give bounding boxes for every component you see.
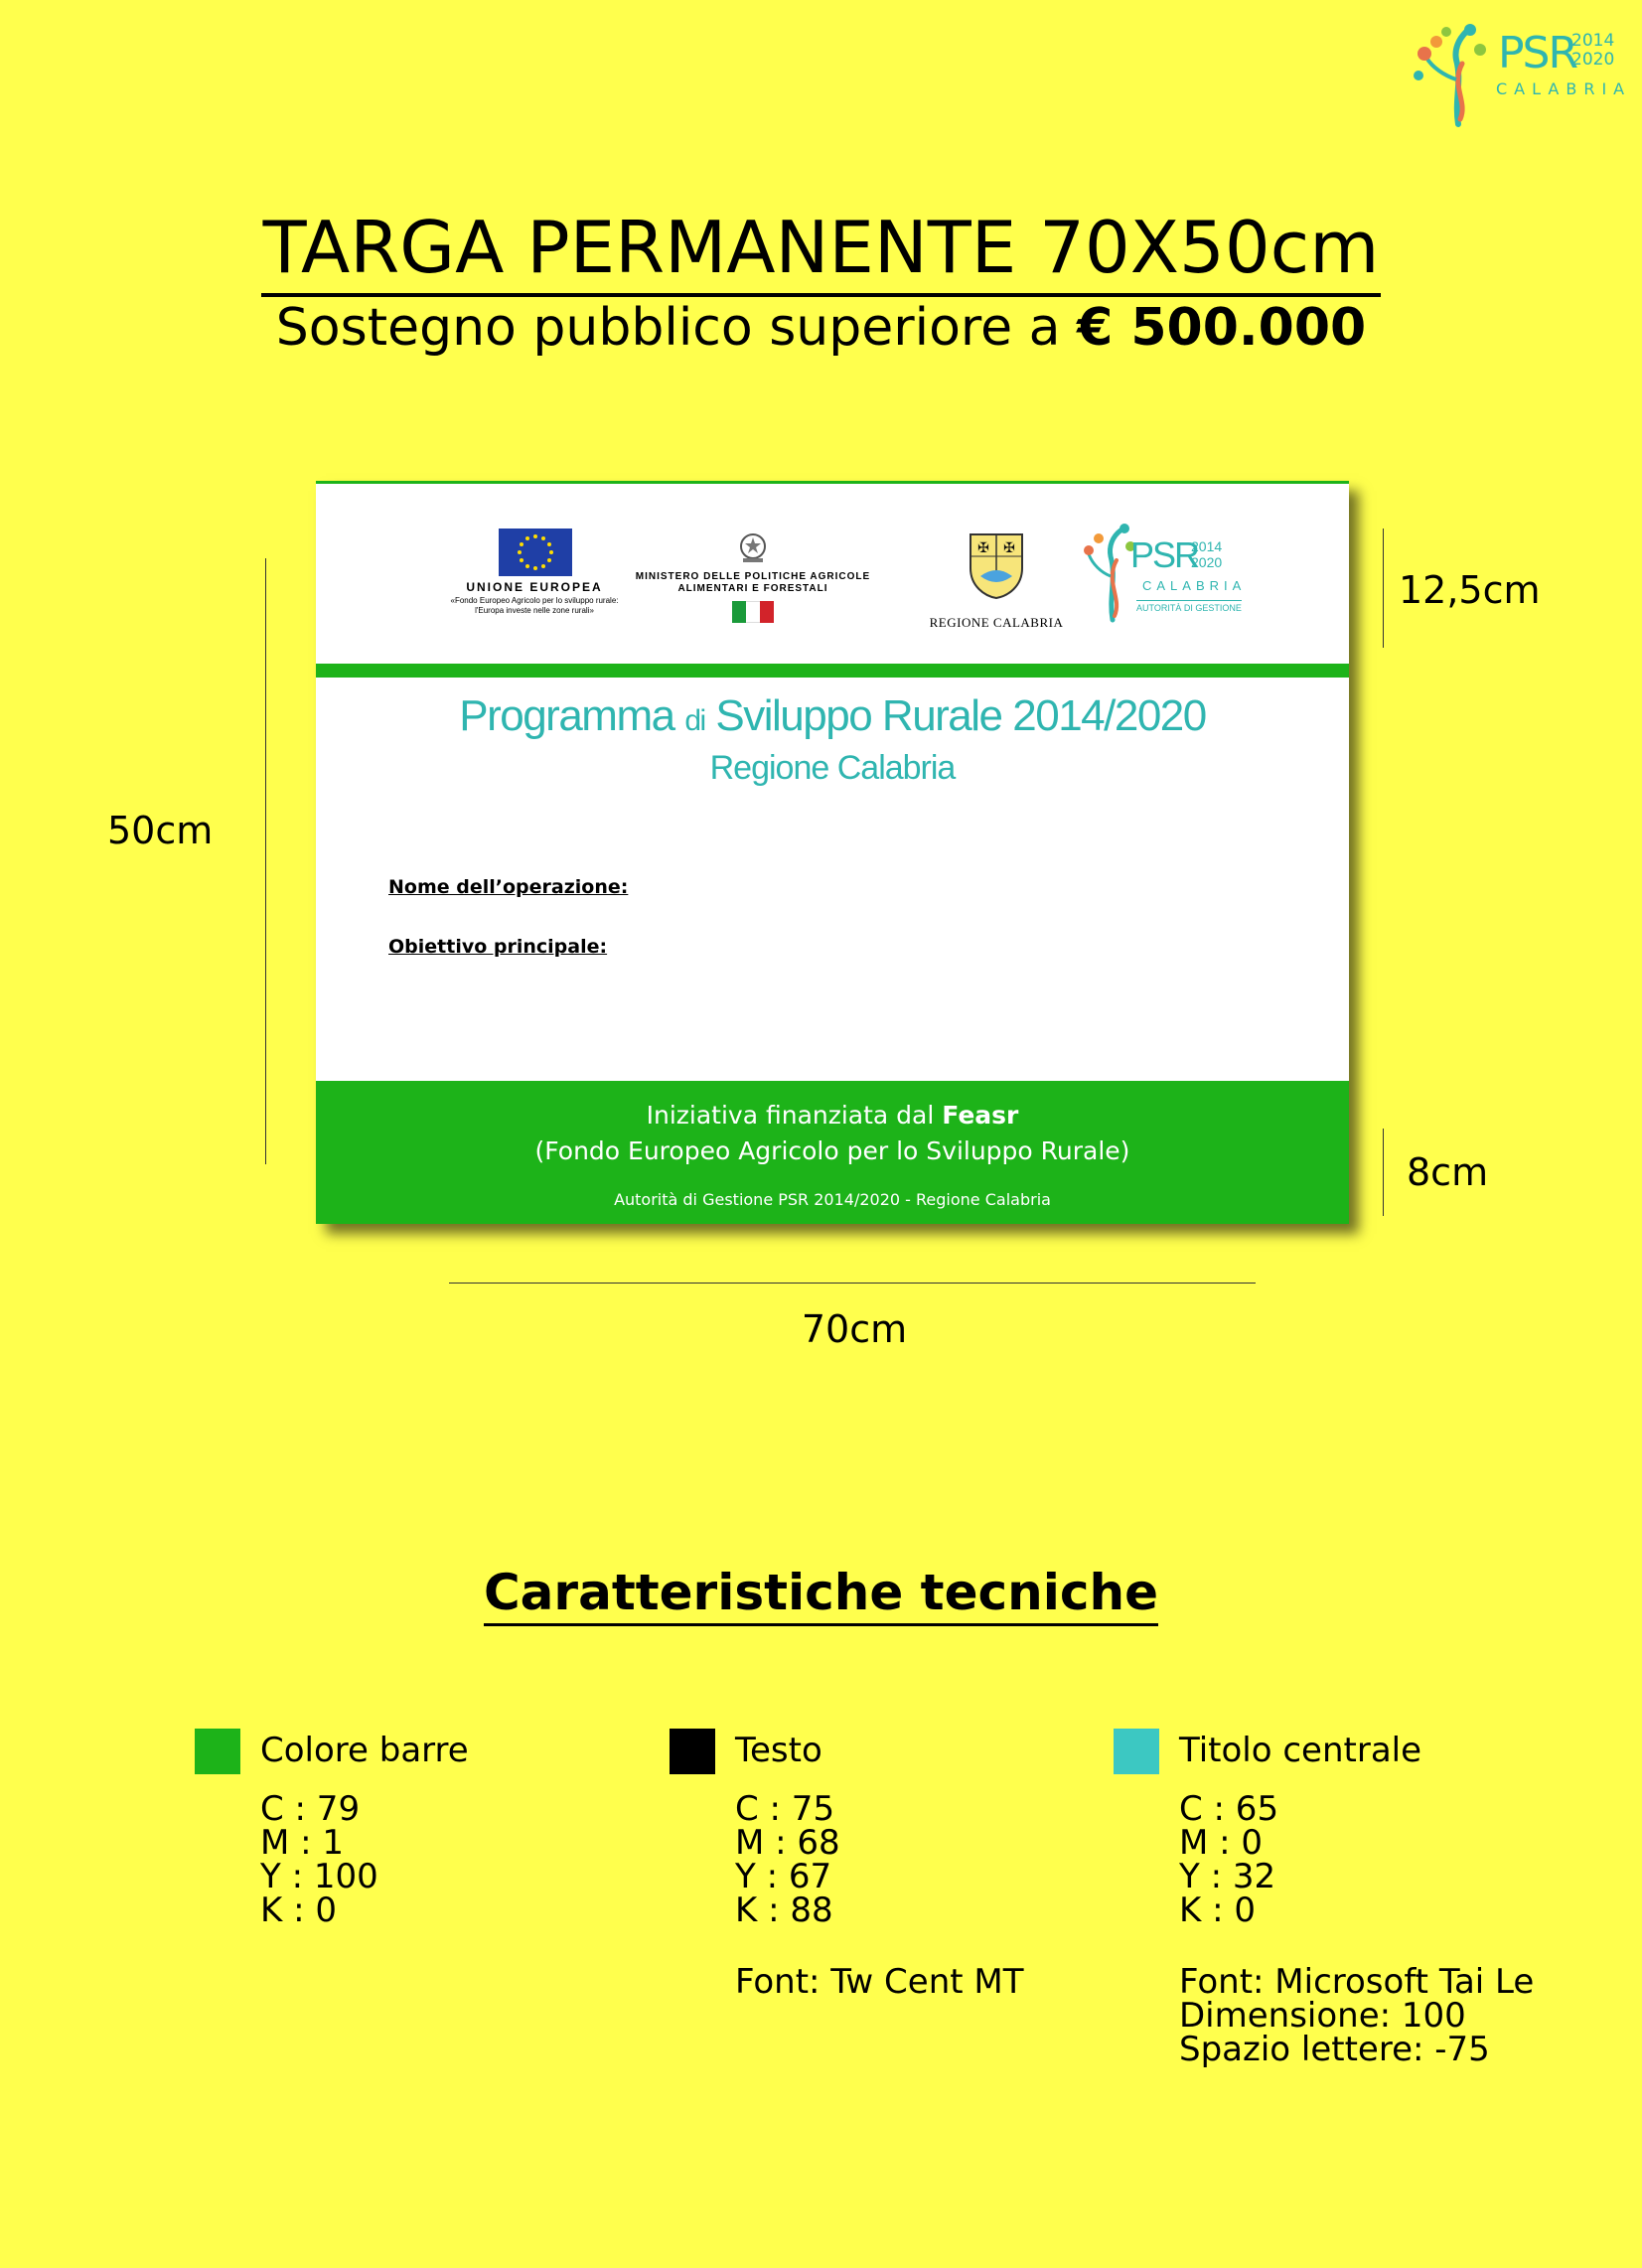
text-color-swatch: [670, 1729, 715, 1774]
footer-funding-prefix: Iniziativa finanziata dal: [646, 1101, 935, 1130]
psr-region: CALABRIA: [1496, 79, 1632, 98]
cmyk-y: Y : 32: [1179, 1857, 1276, 1896]
specs-title: [0, 1564, 1642, 1621]
font-name: Font: Tw Cent MT: [735, 1962, 1024, 2002]
psr-text: PSR: [1498, 28, 1577, 78]
italian-emblem-icon: [738, 530, 768, 564]
footer-fund-name: (Fondo Europeo Agricolo per lo Sviluppo Rurale): [534, 1136, 1130, 1165]
spec-label: Testo: [735, 1731, 822, 1770]
plaque-footer: [316, 1081, 1349, 1224]
plaque-header-bar: [316, 664, 1349, 678]
ministry-name-line2: ALIMENTARI E FORESTALI: [677, 583, 828, 594]
cmyk-m: M : 0: [1179, 1823, 1264, 1863]
psr-years: [1571, 32, 1614, 70]
psr-corner-logo: [1411, 20, 1632, 129]
cmyk-c: C : 75: [735, 1789, 835, 1829]
spec-label: Colore barre: [260, 1731, 469, 1770]
program-title-part1: Programma: [459, 691, 674, 740]
cmyk-y: Y : 100: [260, 1857, 378, 1896]
calabria-emblem-icon: [967, 529, 1026, 600]
regione-calabria-logo: [912, 529, 1081, 631]
cmyk-k: K : 0: [260, 1890, 337, 1930]
ministry-logo: [634, 530, 872, 623]
regione-calabria-name: REGIONE CALABRIA: [929, 615, 1064, 630]
font-size: Dimensione: 100: [1179, 1996, 1466, 2036]
spec-bar-color: [195, 1729, 592, 2076]
eu-name: UNIONE EUROPEA: [466, 580, 603, 594]
cmyk-values: [260, 1789, 378, 1930]
psr-authority: AUTORITÀ DI GESTIONE: [1136, 600, 1242, 613]
operation-name-label: Nome dell’operazione:: [388, 876, 629, 898]
cmyk-k: K : 88: [735, 1890, 833, 1930]
width-dimension-line: [449, 1283, 1256, 1284]
eu-motto-line1: «Fondo Europeo Agricolo per lo sviluppo rurale:: [450, 596, 619, 605]
font-name: Font: Microsoft Tai Le: [1179, 1962, 1535, 2002]
bar-color-swatch: [195, 1729, 240, 1774]
ministry-name: [634, 571, 872, 595]
cmyk-m: M : 1: [260, 1823, 345, 1863]
psr-region: CALABRIA: [1142, 578, 1247, 593]
specs-title-text: Caratteristiche tecniche: [484, 1564, 1158, 1626]
footer-dimension-line: [1383, 1129, 1384, 1216]
page-title-text: TARGA PERMANENTE 70X50cm: [261, 206, 1382, 297]
main-objective-label: Obiettivo principale:: [388, 936, 608, 958]
ministry-name-line1: MINISTERO DELLE POLITICHE AGRICOLE: [635, 571, 871, 582]
page-subtitle: [0, 298, 1642, 358]
subtitle-amount: € 500.000: [1077, 298, 1367, 358]
footer-funding-fund: Feasr: [942, 1101, 1019, 1130]
eu-motto: [405, 596, 664, 616]
height-dimension-label: 50cm: [107, 809, 214, 852]
font-info: [735, 1962, 1024, 2002]
cmyk-y: Y : 67: [735, 1857, 832, 1896]
eu-flag-icon: [499, 529, 572, 576]
header-dimension-label: 12,5cm: [1399, 568, 1541, 612]
cmyk-values: [1179, 1789, 1279, 1930]
psr-year-end: 2020: [1191, 554, 1223, 570]
psr-year-start: 2014: [1191, 538, 1223, 554]
cmyk-k: K : 0: [1179, 1890, 1256, 1930]
subtitle-prefix: Sostegno pubblico superiore a: [275, 298, 1061, 358]
program-region: Regione Calabria: [709, 749, 956, 787]
width-dimension-label: 70cm: [801, 1307, 908, 1351]
footer-dimension-label: 8cm: [1407, 1150, 1489, 1194]
letter-spacing: Spazio lettere: -75: [1179, 2030, 1490, 2069]
psr-plaque-logo: [1081, 521, 1279, 630]
spec-label: Titolo centrale: [1179, 1731, 1422, 1770]
footer-authority: Autorità di Gestione PSR 2014/2020 - Regione Calabria: [614, 1190, 1051, 1209]
page-title: [0, 207, 1642, 288]
psr-years: [1191, 538, 1222, 570]
plaque-preview: [316, 481, 1349, 1224]
program-title: [316, 691, 1349, 741]
header-dimension-line: [1383, 529, 1384, 648]
psr-year-end: 2020: [1571, 50, 1615, 70]
cmyk-c: C : 79: [260, 1789, 361, 1829]
spec-text-color: [670, 1729, 1067, 2076]
cmyk-values: [735, 1789, 840, 1930]
svg-text:✠: ✠: [977, 539, 989, 555]
svg-text:✠: ✠: [1003, 539, 1015, 555]
eu-motto-line2: l'Europa investe nelle zone rurali»: [475, 606, 594, 615]
psr-text: PSR: [1130, 534, 1199, 575]
tree-icon: [1411, 20, 1500, 129]
program-title-part3: Sviluppo Rurale 2014/2020: [715, 691, 1206, 740]
psr-year-start: 2014: [1571, 31, 1615, 51]
plaque-top-line: [316, 481, 1349, 484]
spec-title-color: [1114, 1729, 1610, 2076]
cmyk-m: M : 68: [735, 1823, 840, 1863]
font-info: [1179, 1962, 1535, 2069]
italian-flag-icon: [732, 601, 774, 623]
footer-funding-line: [316, 1101, 1349, 1130]
program-title-part2: di: [684, 704, 705, 737]
title-color-swatch: [1114, 1729, 1159, 1774]
height-dimension-line: [265, 558, 266, 1164]
cmyk-c: C : 65: [1179, 1789, 1279, 1829]
